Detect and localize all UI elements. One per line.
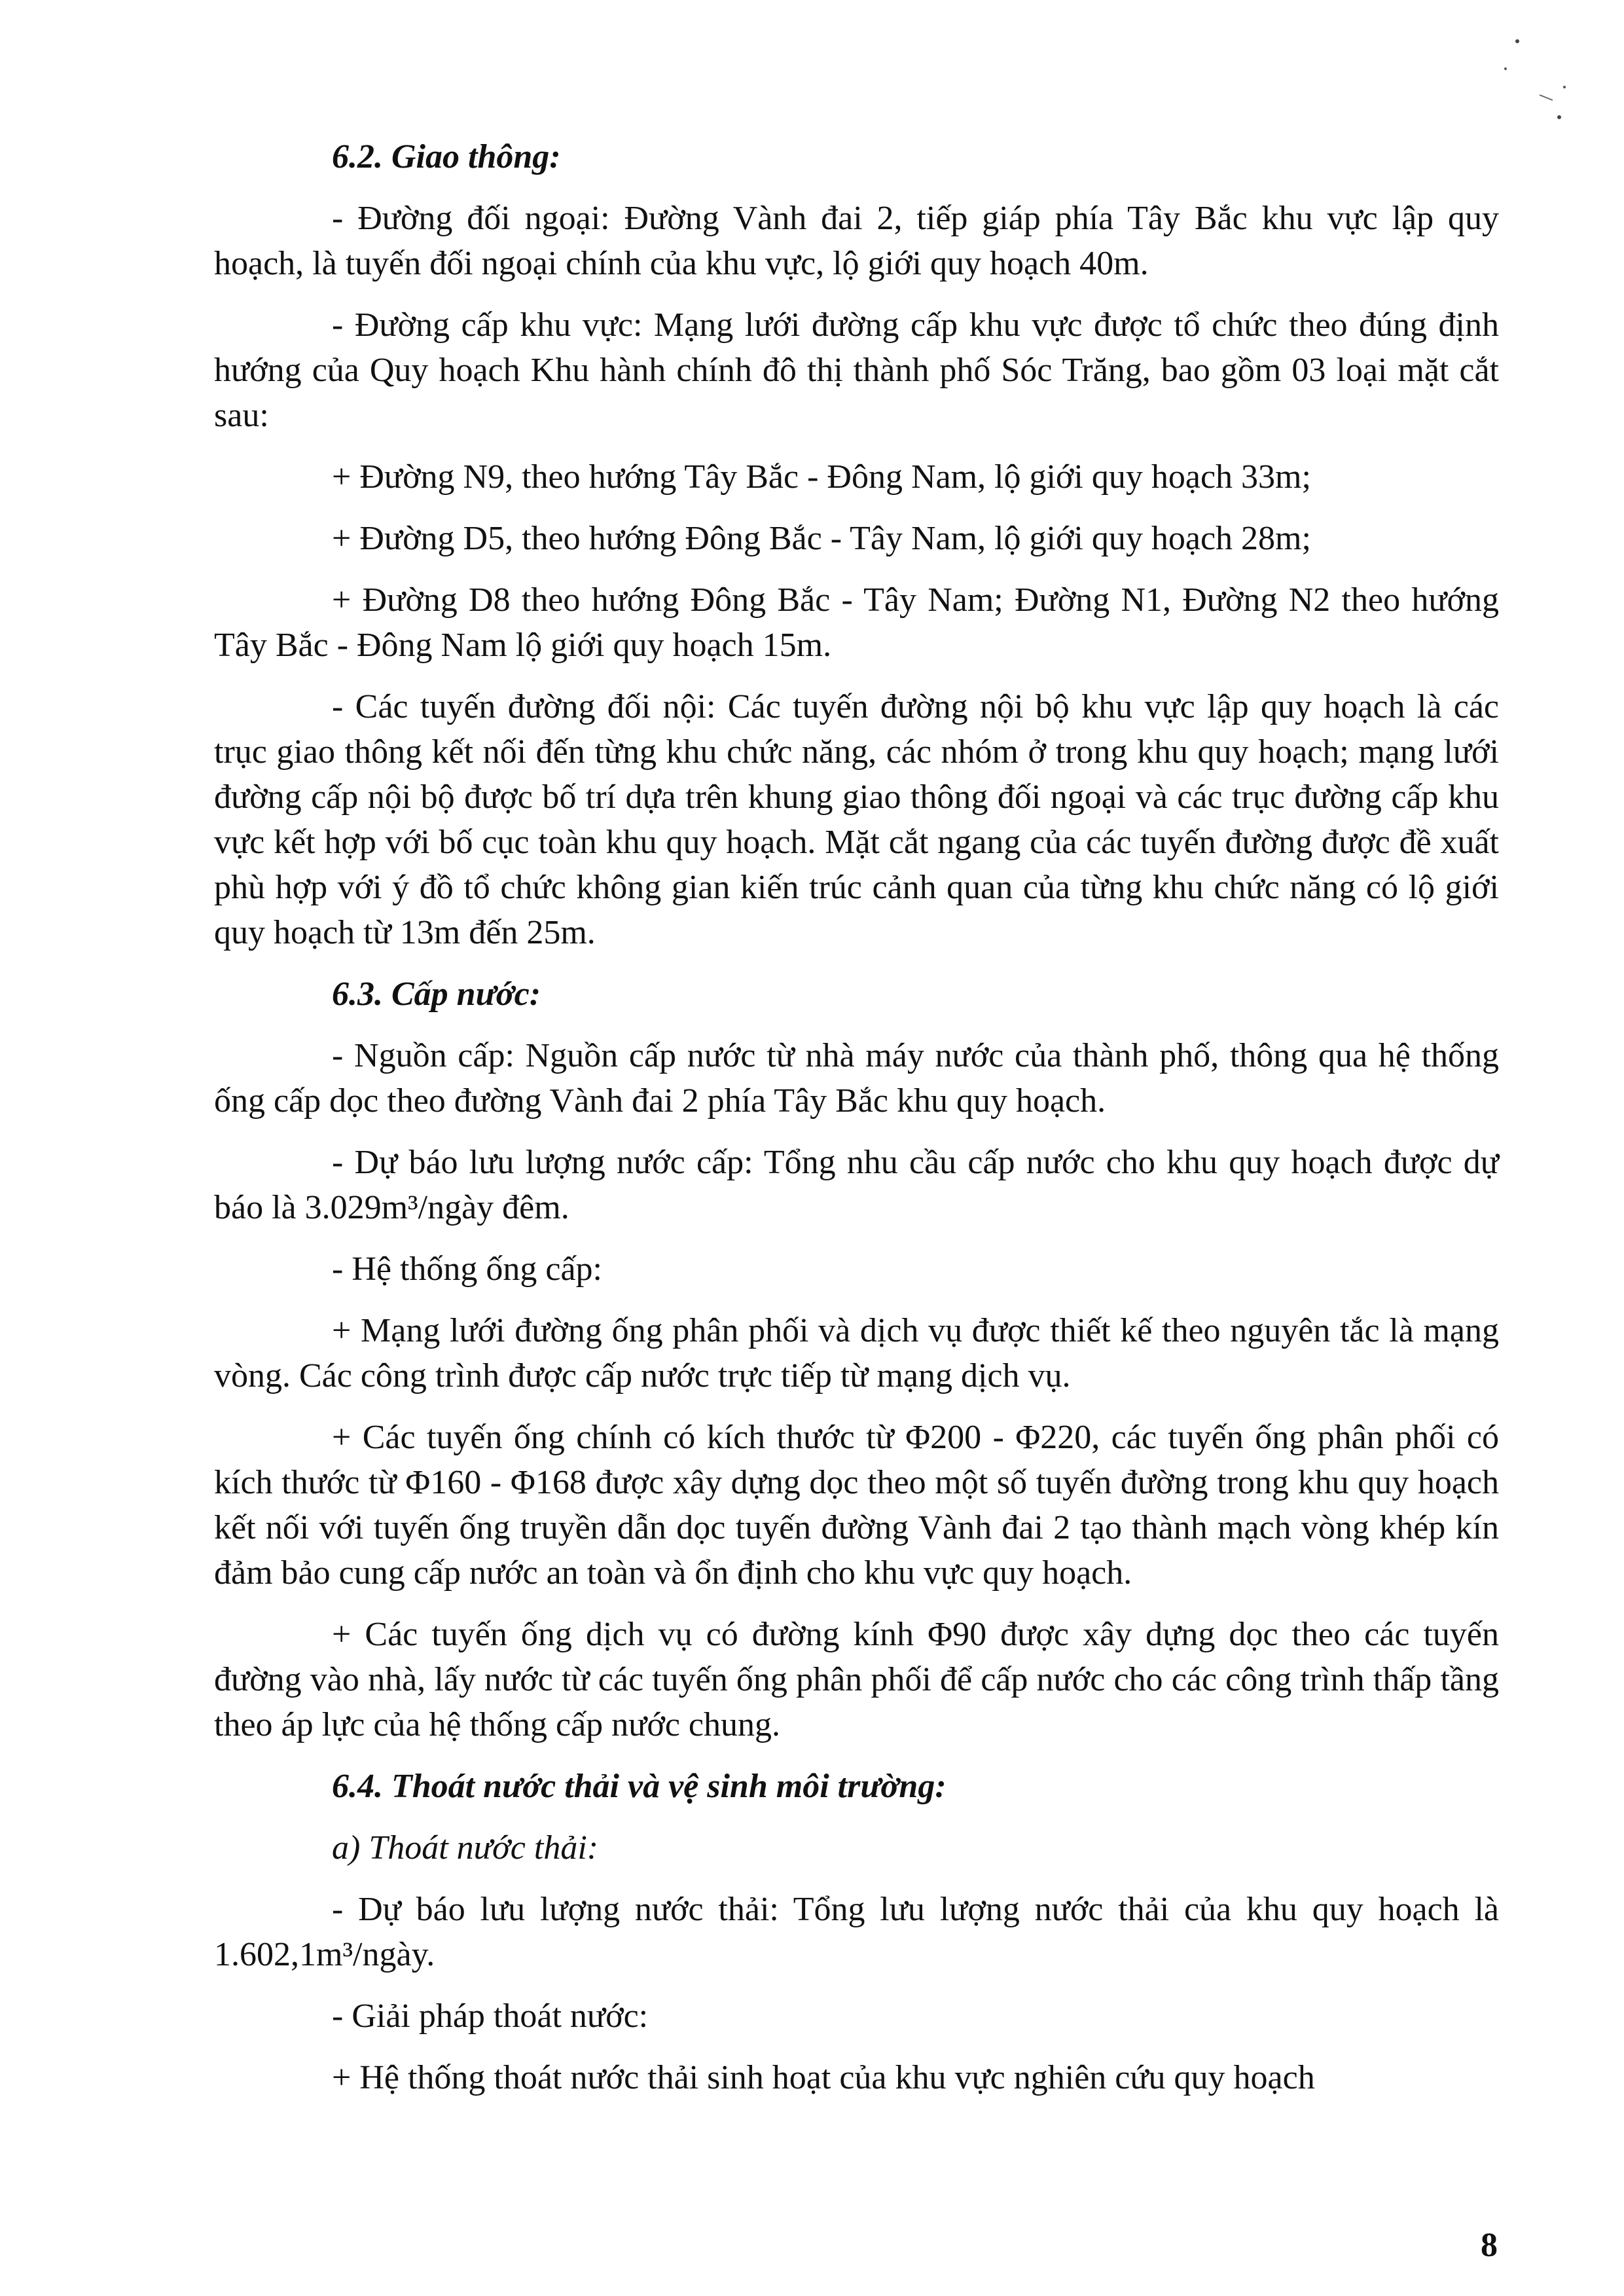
section-heading-thoat-nuoc: 6.4. Thoát nước thải và vệ sinh môi trường:	[332, 1768, 947, 1805]
section-heading-giao-thong: 6.2. Giao thông:	[332, 138, 561, 175]
list-item: + Các tuyến ống chính có kích thước từ Φ200 - Φ220, các tuyến ống phân phối có kích thước từ Φ160 - Φ168 được xây dựng dọc theo một số tuyến đường trong khu quy hoạch kết nối với tuyến ống truyền dẫn dọc tuyến đường Vành đai 2 tạo thành mạch vòng khép kín đảm bảo cung cấp nước an toàn và ổn định cho khu vực quy hoạch.	[214, 1419, 1499, 1592]
section-heading-cap-nuoc: 6.3. Cấp nước:	[332, 975, 541, 1013]
list-item: + Đường D8 theo hướng Đông Bắc - Tây Nam; Đường N1, Đường N2 theo hướng Tây Bắc - Đông Nam lộ giới quy hoạch 15m.	[214, 581, 1499, 664]
list-item: + Hệ thống thoát nước thải sinh hoạt của khu vực nghiên cứu quy hoạch	[332, 2059, 1315, 2096]
paragraph: - Đường cấp khu vực: Mạng lưới đường cấp khu vực được tổ chức theo đúng định hướng của Quy hoạch Khu hành chính đô thị thành phố Sóc Trăng, bao gồm 03 loại mặt cắt sau:	[214, 306, 1499, 434]
scan-speck-marks	[1492, 36, 1584, 128]
list-item: + Đường D5, theo hướng Đông Bắc - Tây Nam, lộ giới quy hoạch 28m;	[332, 520, 1311, 557]
paragraph: - Giải pháp thoát nước:	[332, 1997, 649, 2035]
list-item: + Mạng lưới đường ống phân phối và dịch vụ được thiết kế theo nguyên tắc là mạng vòng. Các công trình được cấp nước trực tiếp từ mạng dịch vụ.	[214, 1312, 1499, 1394]
document-body	[214, 134, 1499, 2117]
paragraph: - Dự báo lưu lượng nước cấp: Tổng nhu cầu cấp nước cho khu quy hoạch được dự báo là 3.029m³/ngày đêm.	[214, 1144, 1499, 1226]
paragraph: - Nguồn cấp: Nguồn cấp nước từ nhà máy nước của thành phố, thông qua hệ thống ống cấp dọc theo đường Vành đai 2 phía Tây Bắc khu quy hoạch.	[214, 1037, 1499, 1120]
paragraph: - Hệ thống ống cấp:	[332, 1250, 603, 1288]
paragraph: - Các tuyến đường đối nội: Các tuyến đường nội bộ khu vực lập quy hoạch là các trục giao thông kết nối đến từng khu chức năng, các nhóm ở trong khu quy hoạch; mạng lưới đường cấp nội bộ được bố trí dựa trên khung giao thông đối ngoại và các trục đường cấp khu vực kết hợp với bố cục toàn khu quy hoạch. Mặt cắt ngang của các tuyến đường được đề xuất phù hợp với ý đồ tổ chức không gian kiến trúc cảnh quan của từng khu chức năng có lộ giới quy hoạch từ 13m đến 25m.	[214, 688, 1499, 951]
list-item: + Đường N9, theo hướng Tây Bắc - Đông Nam, lộ giới quy hoạch 33m;	[332, 458, 1311, 496]
subsection-heading: a) Thoát nước thải:	[332, 1829, 599, 1867]
page-number: 8	[1481, 2227, 1498, 2264]
list-item: + Các tuyến ống dịch vụ có đường kính Φ90 được xây dựng dọc theo các tuyến đường vào nhà, lấy nước từ các tuyến ống phân phối để cấp nước cho các công trình thấp tầng theo áp lực của hệ thống cấp nước chung.	[214, 1616, 1499, 1743]
paragraph: - Dự báo lưu lượng nước thải: Tổng lưu lượng nước thải của khu quy hoạch là 1.602,1m³/ngày.	[214, 1891, 1499, 1973]
paragraph: - Đường đối ngoại: Đường Vành đai 2, tiếp giáp phía Tây Bắc khu vực lập quy hoạch, là tuyến đối ngoại chính của khu vực, lộ giới quy hoạch 40m.	[214, 200, 1499, 282]
